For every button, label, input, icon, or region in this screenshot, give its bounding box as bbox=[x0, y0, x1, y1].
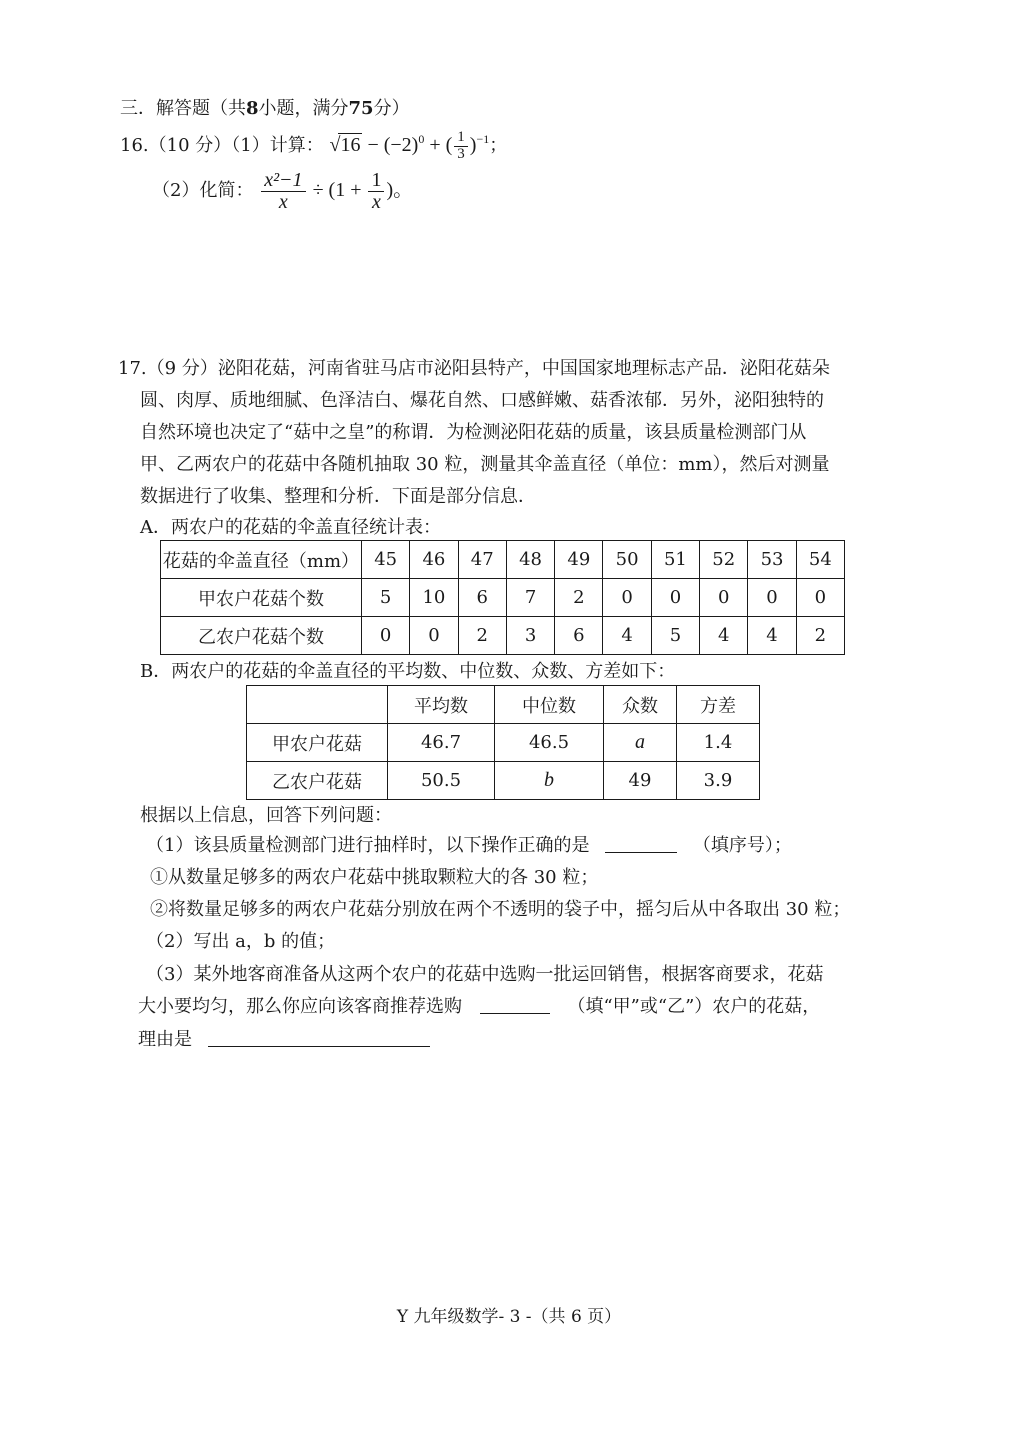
table-cell-b: b bbox=[495, 762, 604, 800]
q17-option-1: ①从数量足够多的两农户花菇中挑取颗粒大的各 30 粒； bbox=[150, 867, 599, 888]
section-heading: 三．解答题（共8小题，满分75分） bbox=[120, 98, 410, 119]
table-cell: 3.9 bbox=[677, 762, 760, 800]
table-row bbox=[247, 724, 760, 762]
table-cell: 4 bbox=[700, 617, 748, 655]
table-b-header-row bbox=[247, 686, 760, 724]
row-label-jia: 甲农户花菇 bbox=[247, 724, 388, 762]
table-cell: 6 bbox=[555, 617, 603, 655]
table-cell: 2 bbox=[458, 617, 506, 655]
page-footer: Y 九年级数学- 3 -（共 6 页） bbox=[396, 1307, 622, 1327]
table-cell: 0 bbox=[362, 617, 410, 655]
table-cell: 46.7 bbox=[388, 724, 495, 762]
table-a-col: 53 bbox=[748, 541, 796, 579]
table-b-header: 众数 bbox=[604, 686, 677, 724]
q16-part1-label: （1）计算： bbox=[231, 134, 324, 156]
table-a bbox=[160, 540, 845, 655]
table-cell: 2 bbox=[555, 579, 603, 617]
table-cell-a: a bbox=[604, 724, 677, 762]
q16-expression-1: $√16 - (-2)^0$ + ( $\frac{1}{3}$ )$^{-1}$ bbox=[329, 129, 490, 162]
table-cell: 49 bbox=[604, 762, 677, 800]
table-cell: 0 bbox=[410, 617, 458, 655]
answer-blank-2[interactable] bbox=[480, 1013, 550, 1014]
answer-blank-1[interactable] bbox=[605, 852, 677, 853]
q17-intro-line-1: 17.（9 分）泌阳花菇，河南省驻马店市泌阳县特产，中国国家地理标志产品．泌阳花菇朵 bbox=[118, 358, 830, 379]
q17-prompt: 根据以上信息，回答下列问题： bbox=[140, 805, 392, 826]
table-cell: 6 bbox=[458, 579, 506, 617]
table-b-header: 中位数 bbox=[495, 686, 604, 724]
row-label-yi: 乙农户花菇个数 bbox=[161, 617, 362, 655]
table-cell: 5 bbox=[362, 579, 410, 617]
table-row bbox=[247, 762, 760, 800]
table-cell: 50.5 bbox=[388, 762, 495, 800]
table-a-col: 47 bbox=[458, 541, 506, 579]
table-cell: 5 bbox=[651, 617, 699, 655]
q17-intro-line-2: 圆、肉厚、质地细腻、色泽洁白、爆花自然、口感鲜嫩、菇香浓郁．另外，泌阳独特的 bbox=[140, 390, 824, 411]
fraction-x2-minus-1: $\frac{\text{x²−1}}{x}$ bbox=[261, 170, 305, 213]
table-cell: 10 bbox=[410, 579, 458, 617]
table-cell: 4 bbox=[603, 617, 651, 655]
table-cell: 3 bbox=[506, 617, 554, 655]
table-cell: 0 bbox=[603, 579, 651, 617]
q17-sub1: （1）该县质量检测部门进行抽样时，以下操作正确的是 （填序号）； bbox=[146, 835, 792, 856]
fraction-one-over-x: $\frac{1}{x}$ bbox=[368, 170, 384, 213]
table-cell: 0 bbox=[651, 579, 699, 617]
table-cell: 0 bbox=[700, 579, 748, 617]
q17-intro-line-4: 甲、乙两农户的花菇中各随机抽取 30 粒，测量其伞盖直径（单位：mm），然后对测量 bbox=[140, 454, 830, 475]
table-cell: 1.4 bbox=[677, 724, 760, 762]
table-b bbox=[246, 685, 760, 800]
q17-sub3-line-1: （3）某外地客商准备从这两个农户的花菇中选购一批运回销售，根据客商要求，花菇 bbox=[146, 964, 824, 985]
q16-part2-label: （2）化简： bbox=[152, 180, 254, 202]
table-b-header: 平均数 bbox=[388, 686, 495, 724]
q17-option-2: ②将数量足够多的两农户花菇分别放在两个不透明的袋子中，摇匀后从中各取出 30 粒； bbox=[150, 899, 851, 920]
table-a-col: 46 bbox=[410, 541, 458, 579]
q17-number: 17. bbox=[118, 358, 147, 379]
table-a-col: 45 bbox=[362, 541, 410, 579]
table-cell: 0 bbox=[796, 579, 844, 617]
row-label-jia: 甲农户花菇个数 bbox=[161, 579, 362, 617]
fraction-one-third: $\frac{1}{3}$ bbox=[454, 130, 468, 163]
answer-blank-3[interactable] bbox=[208, 1046, 430, 1047]
q16-number: 16. bbox=[120, 134, 149, 156]
table-a-col: 50 bbox=[603, 541, 651, 579]
table-cell: 2 bbox=[796, 617, 844, 655]
row-label-yi: 乙农户花菇 bbox=[247, 762, 388, 800]
table-row bbox=[161, 579, 845, 617]
q17-intro-line-3: 自然环境也决定了“菇中之皇”的称谓．为检测泌阳花菇的质量，该县质量检测部门从 bbox=[140, 422, 807, 443]
table-cell: 46.5 bbox=[495, 724, 604, 762]
table-b-header: 方差 bbox=[677, 686, 760, 724]
q17-sub3-line-2: 大小要均匀，那么你应向该客商推荐选购 （填“甲”或“乙”）农户的花菇， bbox=[138, 996, 821, 1017]
part-b-title: B．两农户的花菇的伞盖直径的平均数、中位数、众数、方差如下： bbox=[140, 661, 676, 682]
table-a-col: 51 bbox=[651, 541, 699, 579]
table-cell: 7 bbox=[506, 579, 554, 617]
table-a-col: 48 bbox=[506, 541, 554, 579]
table-cell: 4 bbox=[748, 617, 796, 655]
q16-part2 bbox=[152, 170, 413, 213]
table-a-col: 49 bbox=[555, 541, 603, 579]
table-cell: 0 bbox=[748, 579, 796, 617]
table-a-col: 54 bbox=[796, 541, 844, 579]
q17-intro-line-5: 数据进行了收集、整理和分析．下面是部分信息． bbox=[140, 486, 536, 507]
table-b-corner bbox=[247, 686, 388, 724]
table-row bbox=[161, 617, 845, 655]
q17-sub2: （2）写出 a，b 的值； bbox=[146, 931, 336, 952]
q16-expression-2: $\frac{\text{x²−1}}{x}$ ÷ (1 + $\frac{1}{x}$ )。 bbox=[259, 179, 413, 201]
q17-sub3-line-3: 理由是 bbox=[138, 1025, 430, 1054]
table-a-header-row bbox=[161, 541, 845, 579]
q16-part1: 16.（10 分）（1）计算： $√16 - (-2)^0$ + ( $\frac{1}{3}$ )$^{-1}$； bbox=[120, 129, 508, 162]
q17-points: （9 分） bbox=[146, 358, 218, 379]
part-a-title: A．两农户的花菇的伞盖直径统计表： bbox=[140, 517, 441, 538]
table-a-col: 52 bbox=[700, 541, 748, 579]
table-a-header-label: 花菇的伞盖直径（mm） bbox=[161, 541, 362, 579]
q16-points: （10 分） bbox=[148, 134, 232, 156]
